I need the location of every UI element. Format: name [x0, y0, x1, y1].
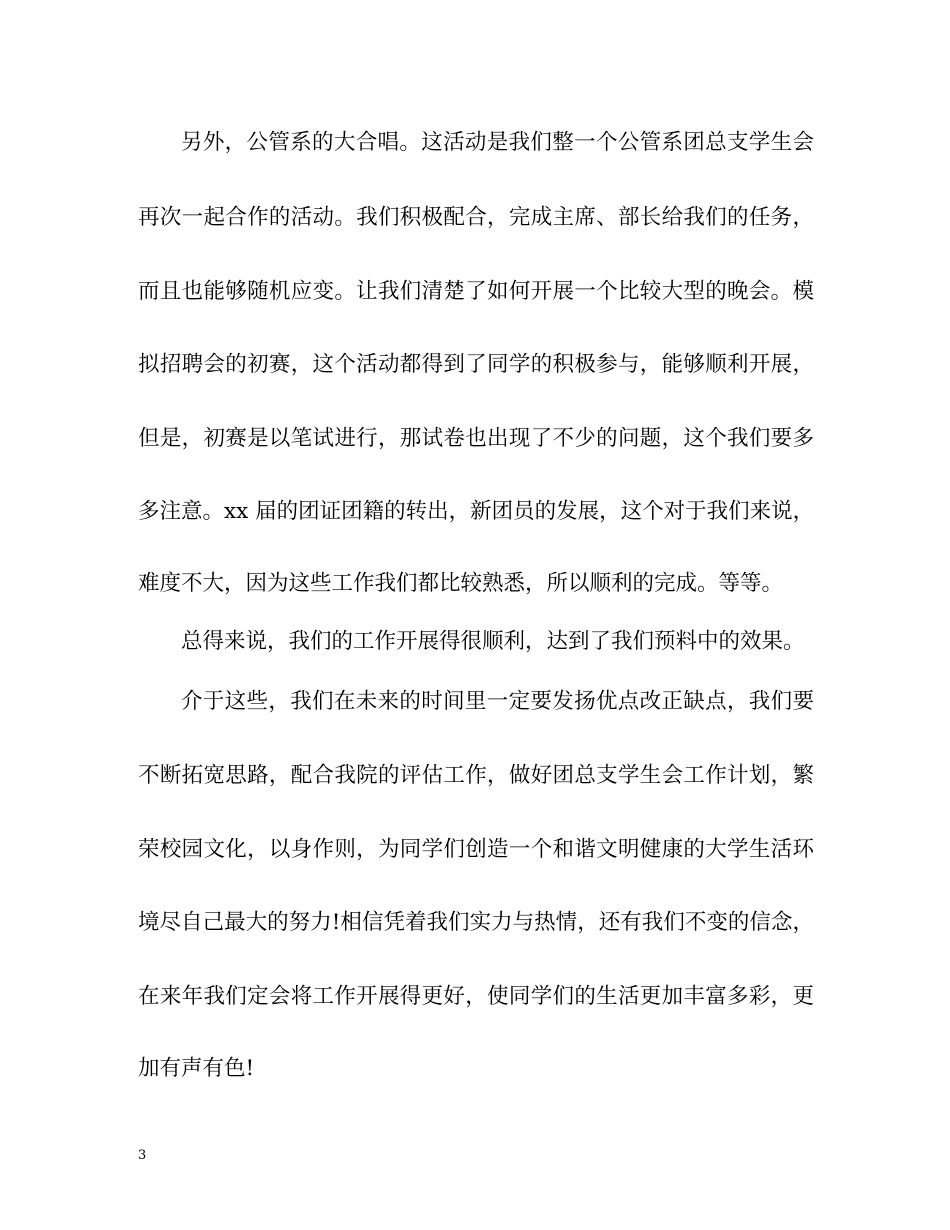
paragraph-1-line-3: 而且也能够随机应变。让我们清楚了如何开展一个比较大型的晚会。模	[138, 279, 814, 304]
paragraph-1-line-2: 再次一起合作的活动。我们积极配合，完成主席、部长给我们的任务，	[138, 205, 814, 230]
paragraph-3-line-5: 在来年我们定会将工作开展得更好，使同学们的生活更加丰富多彩，更	[138, 984, 814, 1009]
page-number: 3	[138, 1148, 147, 1163]
paragraph-3-line-1: 介于这些，我们在未来的时间里一定要发扬优点改正缺点，我们要	[181, 689, 814, 714]
paragraph-1-line-4: 拟招聘会的初赛，这个活动都得到了同学的积极参与，能够顺利开展，	[138, 352, 814, 377]
paragraph-1-line-7: 难度不大，因为这些工作我们都比较熟悉，所以顺利的完成。等等。	[138, 571, 784, 596]
paragraph-3-line-4: 境尽自己最大的努力!相信凭着我们实力与热情，还有我们不变的信念，	[138, 910, 814, 935]
paragraph-3-line-3: 荣校园文化，以身作则，为同学们创造一个和谐文明健康的大学生活环	[138, 837, 814, 862]
paragraph-3-line-6: 加有声有色!	[138, 1056, 255, 1081]
paragraph-1-line-5: 但是，初赛是以笔试进行，那试卷也出现了不少的问题，这个我们要多	[138, 426, 814, 451]
paragraph-3-line-2: 不断拓宽思路，配合我院的评估工作，做好团总支学生会工作计划，繁	[138, 763, 814, 788]
paragraph-1-line-6: 多注意。xx 届的团证团籍的转出，新团员的发展，这个对于我们来说，	[138, 499, 814, 524]
paragraph-2-line-1: 总得来说，我们的工作开展得很顺利，达到了我们预料中的效果。	[181, 629, 805, 654]
paragraph-1-line-1: 另外，公管系的大合唱。这活动是我们整一个公管系团总支学生会	[181, 130, 814, 155]
